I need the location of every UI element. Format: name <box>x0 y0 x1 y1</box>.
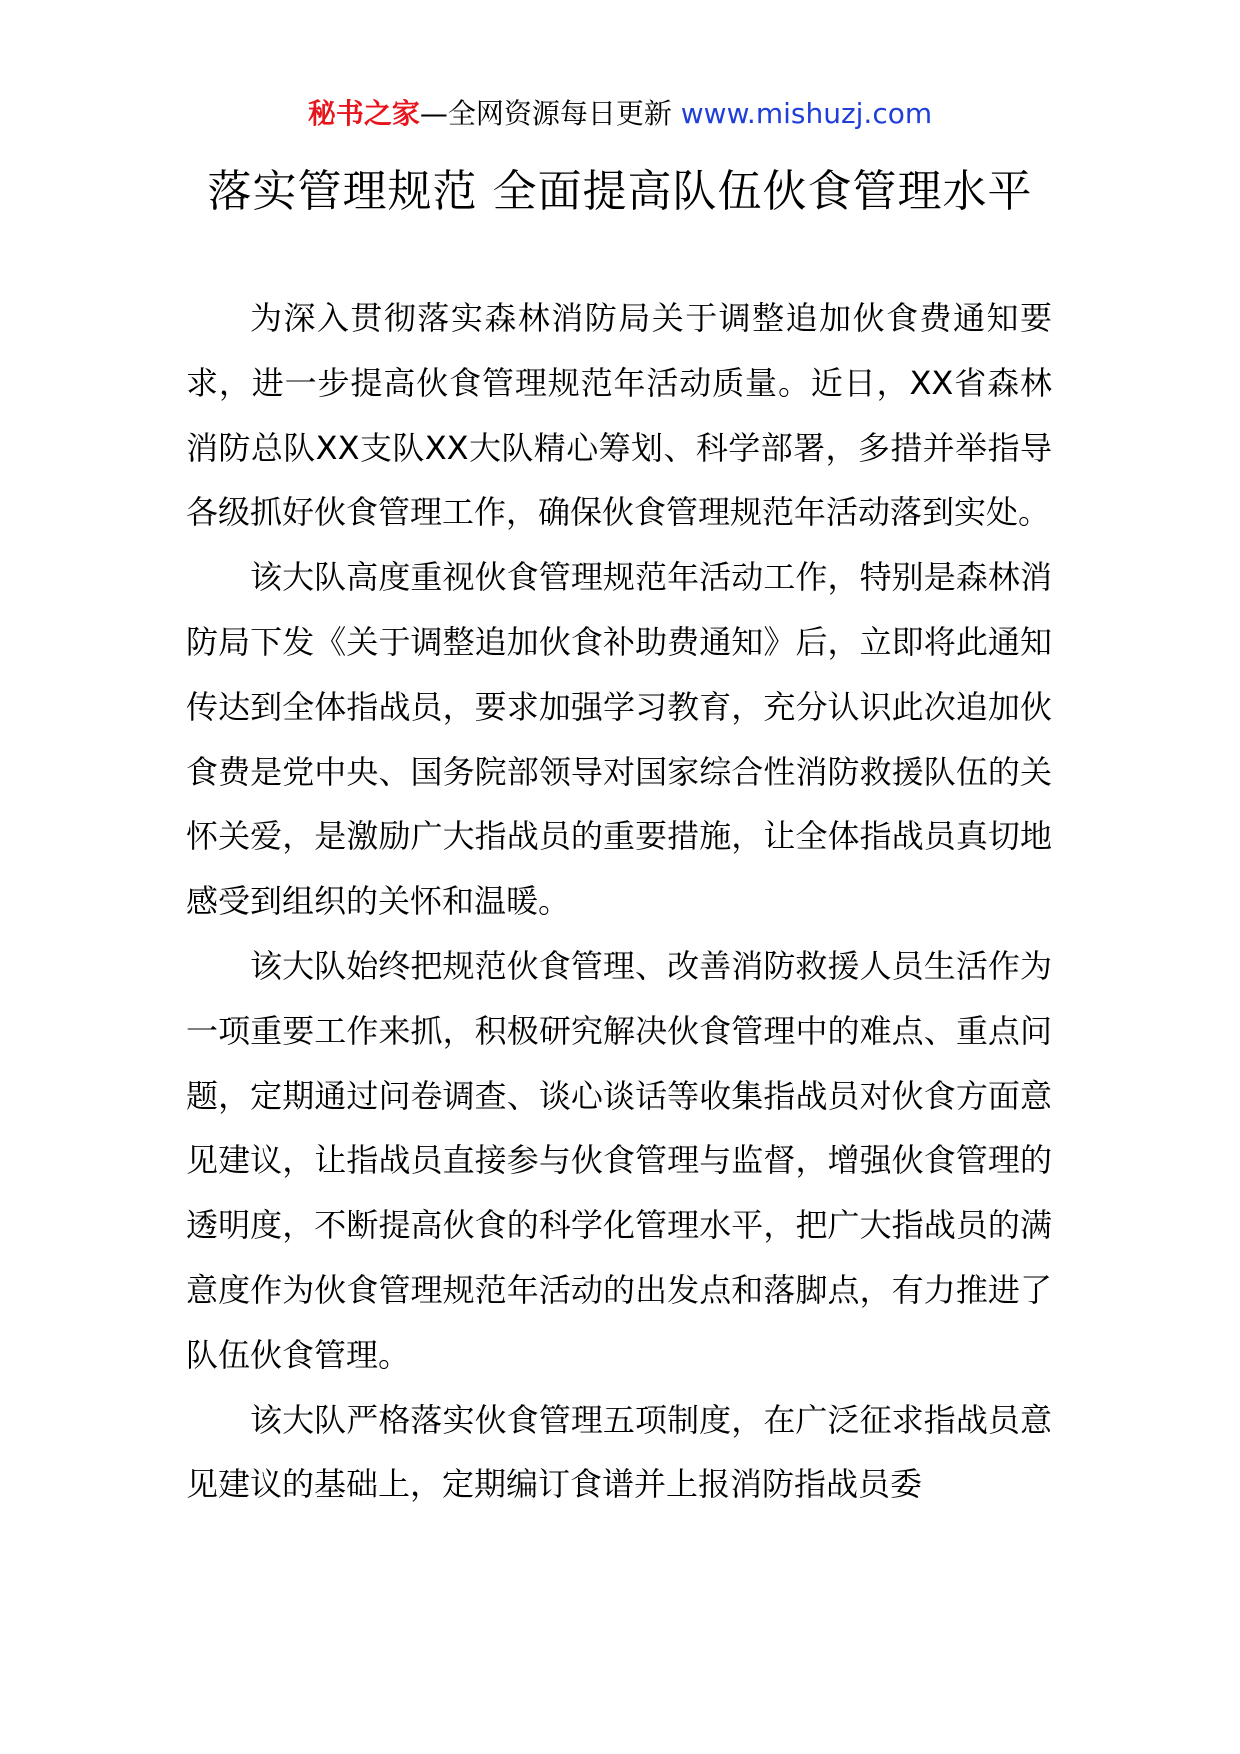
site-header <box>0 92 1240 136</box>
paragraph-4: 该大队严格落实伙食管理五项制度，在广泛征求指战员意见建议的基础上，定期编订食谱并上报消防指战员委 <box>186 1400 1052 1504</box>
paragraph-1: 为深入贯彻落实森林消防局关于调整追加伙食费通知要求，进一步提高伙食管理规范年活动质量。近日，XX省森林消防总队XX支队XX大队精心筹划、科学部署，多措并举指导各级抓好伙食管理工作，确保伙食管理规范年活动落到实处。 <box>186 299 1052 532</box>
header-tagline: —全网资源每日更新 <box>419 97 681 130</box>
brand-name: 秘书之家 <box>307 97 420 130</box>
site-url-link[interactable]: www.mishuzj.com <box>680 97 933 130</box>
paragraph-2: 该大队高度重视伙食管理规范年活动工作，特别是森林消防局下发《关于调整追加伙食补助费通知》后，立即将此通知传达到全体指战员，要求加强学习教育，充分认识此次追加伙食费是党中央、国务院部领导对国家综合性消防救援队伍的关怀关爱，是激励广大指战员的重要措施，让全体指战员真切地感受到组织的关怀和温暖。 <box>186 558 1052 921</box>
document-body <box>186 286 1052 1517</box>
document-title: 落实管理规范 全面提高队伍伙食管理水平 <box>207 166 1033 217</box>
paragraph-3: 该大队始终把规范伙食管理、改善消防救援人员生活作为一项重要工作来抓，积极研究解决伙食管理中的难点、重点问题，定期通过问卷调查、谈心谈话等收集指战员对伙食方面意见建议，让指战员直接参与伙食管理与监督，增强伙食管理的透明度，不断提高伙食的科学化管理水平，把广大指战员的满意度作为伙食管理规范年活动的出发点和落脚点，有力推进了队伍伙食管理。 <box>186 946 1052 1374</box>
